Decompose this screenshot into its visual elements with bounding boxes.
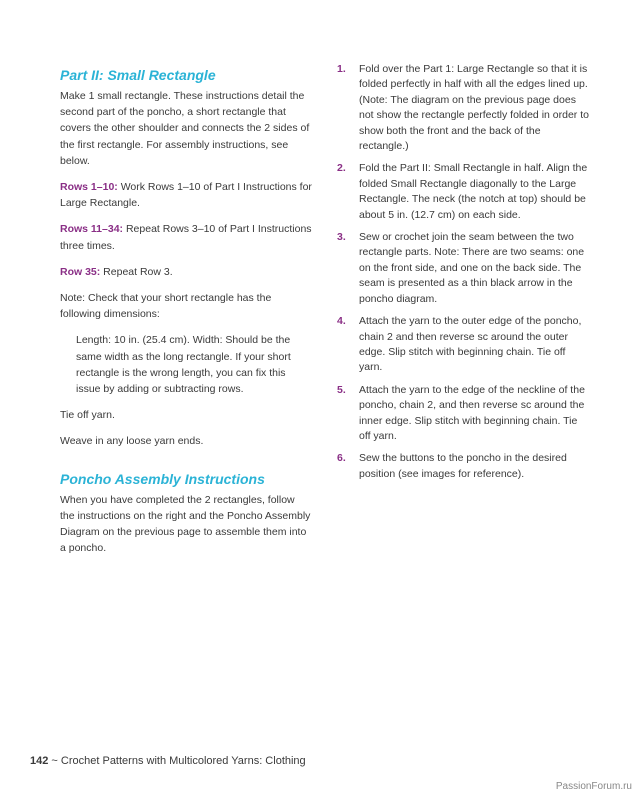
- step-text: Attach the yarn to the outer edge of the poncho, chain 2 and then reverse sc around the outer edge. Slip stitch with beginning chain. Tie off yarn.: [359, 315, 582, 374]
- row-text: Repeat Rows 3–10 of Part I Instructions three times.: [60, 223, 312, 252]
- step-item: [337, 314, 589, 376]
- footer-separator: ~: [48, 755, 61, 767]
- dimension-note: Note: Check that your short rectangle has the following dimensions:: [60, 292, 272, 321]
- part2-intro: Make 1 small rectangle. These instructions detail the second part of the poncho, a short rectangle that covers the other shoulder and connects the 2 sides of the first rectangle. For assembly instructions, see below.: [60, 90, 310, 167]
- row-label: Row 35:: [60, 265, 101, 278]
- step-item: [337, 383, 589, 445]
- step-item: [337, 230, 589, 307]
- step-item: [337, 451, 589, 482]
- tie-off-text: Tie off yarn.: [60, 409, 115, 422]
- step-number: 4.: [337, 315, 346, 328]
- row-text: Work Rows 1–10 of Part I Instructions for Large Rectangle.: [60, 181, 312, 210]
- page-number: 142: [30, 755, 49, 767]
- assembly-steps: [337, 62, 589, 482]
- watermark: PassionForum.ru: [555, 781, 632, 792]
- step-item: [337, 62, 589, 154]
- step-number: 6.: [337, 452, 346, 465]
- step-text: Fold the Part II: Small Rectangle in half. Align the folded Small Rectangle diagonally to the Large Rectangle. The neck (the notch at top) should be about 5 in. (12.7 cm) on each side.: [359, 162, 588, 221]
- step-number: 2.: [337, 162, 346, 175]
- step-text: Attach the yarn to the edge of the neckline of the poncho, chain 2, and then reverse sc around the inner edge. Slip stitch with beginning chain. Tie off yarn.: [359, 383, 585, 442]
- step-number: 1.: [337, 63, 346, 75]
- step-text: Sew the buttons to the poncho in the desired position (see images for reference).: [359, 452, 567, 480]
- step-text: Sew or crochet join the seam between the two rectangle parts. Note: There are two seams: one on the front side, and one on the back side. The seam is presented as a thin black arrow in the poncho diagram.: [359, 231, 585, 305]
- row-instruction: [60, 179, 312, 211]
- row-label: Rows 11–34:: [60, 223, 124, 236]
- step-number: 3.: [337, 231, 346, 244]
- left-column: [60, 66, 312, 566]
- right-column: [337, 62, 589, 489]
- step-number: 5.: [337, 383, 346, 396]
- row-instruction: [60, 221, 312, 253]
- dimension-details: Length: 10 in. (25.4 cm). Width: Should be the same width as the long rectangle. If your short rectangle is the wrong length, you can fix this issue by adding or subtracting rows.: [76, 334, 291, 396]
- row-text: Repeat Row 3.: [100, 265, 173, 278]
- row-instruction: [60, 264, 312, 280]
- weave-text: Weave in any loose yarn ends.: [60, 435, 204, 448]
- assembly-heading: Poncho Assembly Instructions: [60, 470, 265, 487]
- part2-heading: Part II: Small Rectangle: [60, 67, 216, 83]
- assembly-text: When you have completed the 2 rectangles, follow the instructions on the right and the Poncho Assembly Diagram on the previous page to assemble them into a poncho.: [60, 493, 311, 555]
- page-footer: [30, 755, 306, 767]
- step-text: Fold over the Part 1: Large Rectangle so that it is folded perfectly in half with all the edges lined up. (Note: The diagram on the previous page does not show the rectangle perfectly folded in order to show both the front and the back of the rectangle.): [359, 63, 589, 153]
- step-item: [337, 161, 589, 223]
- row-label: Rows 1–10:: [60, 181, 118, 194]
- book-title: Crochet Patterns with Multicolored Yarns: Clothing: [60, 755, 306, 767]
